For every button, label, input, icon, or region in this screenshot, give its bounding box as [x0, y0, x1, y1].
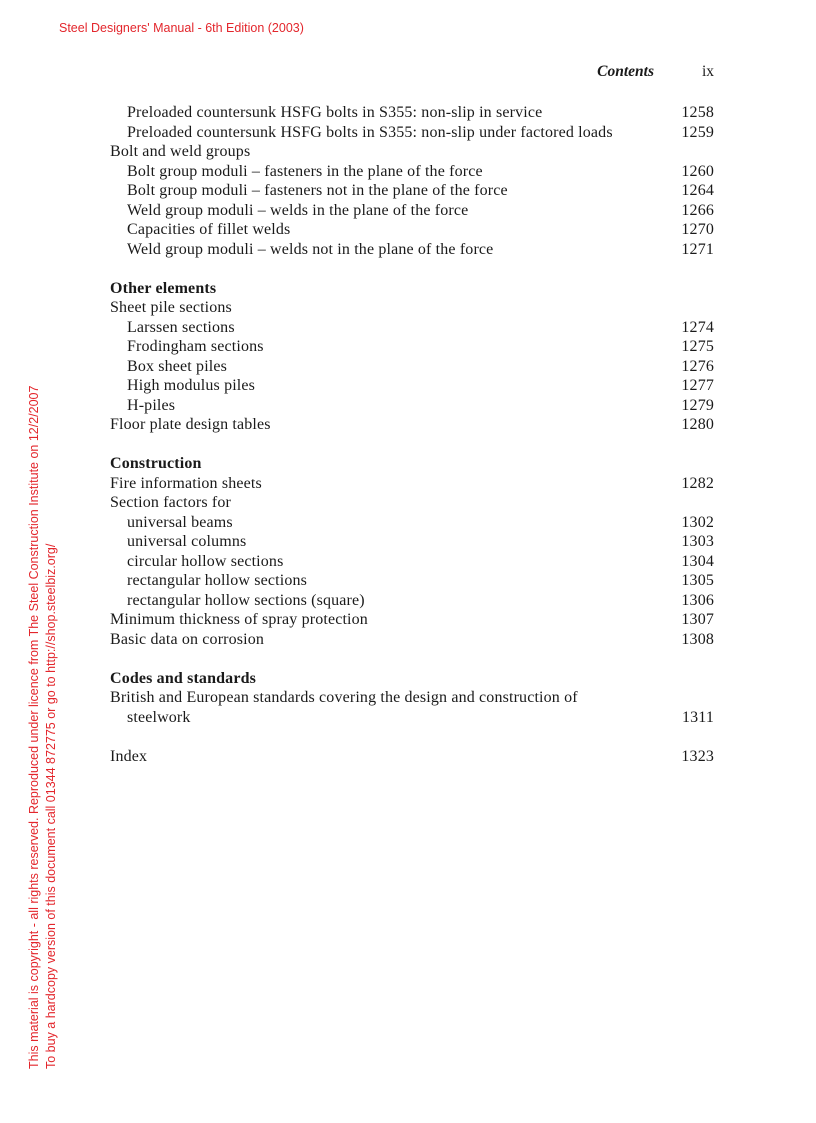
- section-heading-text: Other elements: [110, 279, 217, 297]
- toc-entry-page: 1260: [681, 162, 714, 180]
- toc-entry: [110, 162, 714, 182]
- toc-entry-title: universal columns: [127, 533, 247, 550]
- toc-entry: [110, 552, 714, 572]
- running-head-title: Contents: [597, 63, 654, 80]
- toc-entry-title: Minimum thickness of spray protection: [110, 611, 368, 628]
- toc-group-title-text: Section factors for: [110, 494, 232, 511]
- section-gap: [110, 649, 714, 669]
- copyright-notice: [26, 386, 60, 1069]
- toc-section-heading: [110, 454, 714, 474]
- toc-entry-title: Floor plate design tables: [110, 416, 271, 433]
- toc-entry-page: 1282: [681, 474, 714, 492]
- toc-entry: [110, 201, 714, 221]
- toc-entry: [110, 240, 714, 260]
- toc-entry: [110, 591, 714, 611]
- toc-entry-title: Basic data on corrosion: [110, 630, 265, 648]
- toc-entry: [110, 532, 714, 552]
- toc-entry-title: Frodingham sections: [127, 338, 264, 355]
- toc-entry-title: Bolt group moduli – fasteners in the plane of the force: [127, 162, 483, 180]
- toc-group-title-text: Sheet pile sections: [110, 299, 232, 316]
- section-gap: [110, 727, 714, 747]
- toc-entry-page: 1275: [681, 338, 714, 355]
- toc-entry-page: 1280: [681, 416, 714, 433]
- toc-entry-page: 1274: [681, 318, 714, 336]
- toc-entry-title: Capacities of fillet welds: [127, 221, 291, 238]
- section-gap: [110, 259, 714, 279]
- toc-entry-index: [110, 747, 714, 767]
- section-gap: [110, 435, 714, 455]
- toc-entry: [110, 688, 714, 727]
- toc-entry: [110, 630, 714, 650]
- toc-entry-page: 1307: [681, 611, 714, 628]
- toc-entry-title: Preloaded countersunk HSFG bolts in S355: non-slip in service: [127, 104, 543, 121]
- toc-entry: [110, 103, 714, 123]
- toc-entry-page: 1279: [681, 396, 714, 414]
- toc-entry: [110, 610, 714, 630]
- toc-entry-title: High modulus piles: [127, 377, 256, 394]
- toc-entry-title: Weld group moduli – welds in the plane of the force: [127, 201, 469, 219]
- toc-entry-title: British and European standards covering the design and construction of steelwork: [110, 689, 578, 726]
- toc-entry-title: Index: [110, 747, 148, 765]
- toc-entry-page: 1306: [681, 591, 714, 609]
- toc-section-heading: [110, 279, 714, 299]
- toc-entry: [110, 474, 714, 494]
- page-number: ix: [701, 63, 714, 80]
- toc-entry: [110, 376, 714, 396]
- toc-entry-page: 1270: [681, 221, 714, 238]
- toc-entry-page: 1258: [681, 104, 714, 121]
- section-heading-text: Construction: [110, 455, 202, 472]
- toc-entry: [110, 415, 714, 435]
- toc-entry-page: 1277: [681, 377, 714, 394]
- header-note: Steel Designers' Manual - 6th Edition (2003): [59, 21, 304, 35]
- section-heading-text: Codes and standards: [110, 669, 257, 687]
- toc-entry-title: Bolt group moduli – fasteners not in the plane of the force: [127, 182, 508, 199]
- toc-section-heading: [110, 669, 714, 689]
- toc-entry-title: rectangular hollow sections: [127, 572, 307, 589]
- toc-entry-page: 1302: [681, 513, 714, 531]
- toc-entry-title: Weld group moduli – welds not in the plane of the force: [127, 240, 494, 258]
- toc-entry-page: 1271: [681, 240, 714, 258]
- toc-entry-page: 1311: [681, 708, 714, 726]
- toc-entry: [110, 123, 714, 143]
- toc-entry-page: 1308: [681, 630, 714, 648]
- toc-entry: [110, 181, 714, 201]
- toc-group-title: [110, 493, 714, 513]
- toc-group-title-text: Bolt and weld groups: [110, 143, 251, 160]
- toc-entry-title: Fire information sheets: [110, 474, 262, 492]
- toc-entry-page: 1304: [681, 552, 714, 570]
- toc-entry: [110, 337, 714, 357]
- toc-entry: [110, 571, 714, 591]
- running-head: [0, 63, 816, 85]
- toc-entry-page: 1259: [681, 123, 714, 141]
- toc-entry: [110, 513, 714, 533]
- toc-entry: [110, 220, 714, 240]
- toc-entry-title: Larssen sections: [127, 318, 235, 336]
- toc-entry-title: H-piles: [127, 396, 176, 414]
- toc-entry-page: 1264: [681, 182, 714, 199]
- toc-entry: [110, 357, 714, 377]
- table-of-contents: [110, 103, 714, 766]
- toc-entry-page: 1305: [681, 572, 714, 589]
- toc-group-title: [110, 298, 714, 318]
- toc-entry-page: 1276: [681, 357, 714, 375]
- toc-entry-page: 1303: [681, 533, 714, 550]
- toc-entry-title: rectangular hollow sections (square): [127, 591, 365, 609]
- toc-entry-title: Preloaded countersunk HSFG bolts in S355: non-slip under factored loads: [127, 123, 613, 141]
- toc-entry-title: universal beams: [127, 513, 233, 531]
- toc-entry-page: 1266: [681, 201, 714, 219]
- toc-entry: [110, 396, 714, 416]
- toc-entry-page: 1323: [681, 747, 714, 765]
- toc-group-title: [110, 142, 714, 162]
- toc-entry-title: Box sheet piles: [127, 357, 228, 375]
- toc-entry-title: circular hollow sections: [127, 552, 284, 570]
- toc-entry: [110, 318, 714, 338]
- copyright-line: This material is copyright - all rights reserved. Reproduced under licence from The Steel Construction Institute on 12/2/2007: [27, 385, 41, 1069]
- purchase-line: To buy a hardcopy version of this document call 01344 872775 or go to http://shop.steelbiz.org/: [44, 543, 58, 1069]
